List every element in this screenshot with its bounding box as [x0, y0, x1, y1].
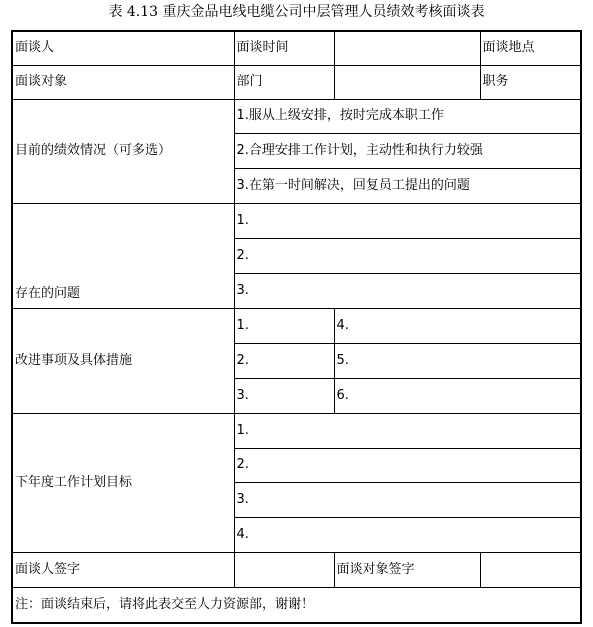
plan-item[interactable]: 2.	[234, 448, 581, 482]
interviewee-signature-label: 面谈对象签字	[334, 552, 480, 587]
plan-label: 下年度工作计划目标	[12, 413, 234, 552]
performance-option[interactable]: 1.服从上级安排，按时完成本职工作	[234, 99, 581, 133]
improvement-item[interactable]: 4.	[334, 308, 581, 343]
improvement-row	[12, 308, 581, 343]
plan-row	[12, 413, 581, 448]
plan-item[interactable]: 4.	[234, 517, 581, 552]
interviewee-signature-field[interactable]	[480, 552, 581, 587]
interviewee-label: 面谈对象	[12, 65, 234, 99]
appraisal-interview-form	[11, 30, 582, 624]
interviewer-signature-label: 面谈人签字	[12, 552, 234, 587]
improvement-item[interactable]: 3.	[234, 378, 334, 413]
interviewer-label: 面谈人	[12, 31, 234, 65]
performance-label: 目前的绩效情况（可多选）	[12, 99, 234, 203]
location-label: 面谈地点	[480, 31, 581, 65]
time-field[interactable]	[334, 31, 480, 65]
improvement-item[interactable]: 1.	[234, 308, 334, 343]
performance-option[interactable]: 3.在第一时间解决，回复员工提出的问题	[234, 168, 581, 203]
improvement-item[interactable]: 2.	[234, 343, 334, 378]
problem-item[interactable]: 2.	[234, 238, 581, 273]
header-row-2	[12, 65, 581, 99]
signature-row	[12, 552, 581, 587]
improvement-item[interactable]: 6.	[334, 378, 581, 413]
plan-item[interactable]: 3.	[234, 482, 581, 517]
performance-option[interactable]: 2.合理安排工作计划，主动性和执行力较强	[234, 133, 581, 168]
problem-item[interactable]: 3.	[234, 273, 581, 308]
performance-row	[12, 99, 581, 133]
problems-label: 存在的问题	[12, 203, 234, 308]
dept-label: 部门	[234, 65, 334, 99]
header-row-1	[12, 31, 581, 65]
interviewer-signature-field[interactable]	[234, 552, 334, 587]
note-row	[12, 587, 581, 623]
improvements-label: 改进事项及具体措施	[12, 308, 234, 413]
problem-row	[12, 203, 581, 238]
footer-note: 注：面谈结束后，请将此表交至人力资源部，谢谢！	[12, 587, 581, 623]
improvement-item[interactable]: 5.	[334, 343, 581, 378]
problem-item[interactable]: 1.	[234, 203, 581, 238]
dept-field[interactable]	[334, 65, 480, 99]
plan-item[interactable]: 1.	[234, 413, 581, 448]
page-title: 表 4.13 重庆金品电线电缆公司中层管理人员绩效考核面谈表	[108, 4, 485, 20]
time-label: 面谈时间	[234, 31, 334, 65]
position-label: 职务	[480, 65, 581, 99]
